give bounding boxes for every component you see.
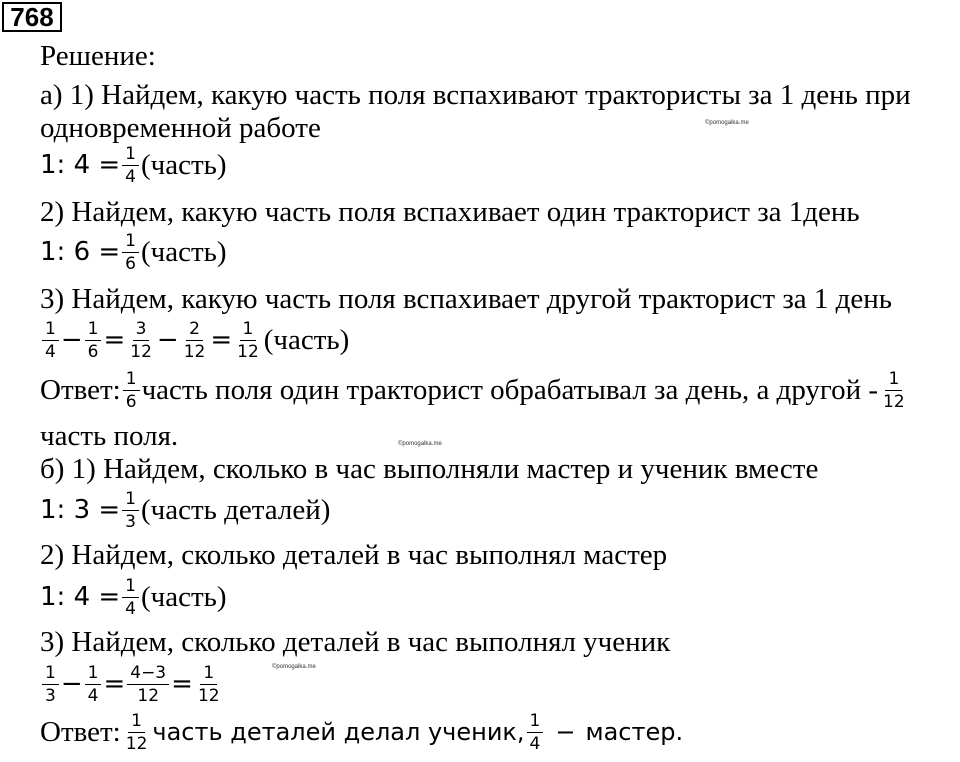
- numerator: 1: [122, 488, 139, 511]
- watermark: ©pomogalka.me: [272, 664, 316, 670]
- fraction: [123, 710, 151, 755]
- numerator: 1: [122, 230, 139, 253]
- equals-sign: =: [103, 669, 126, 699]
- part-a-eq1: [40, 135, 227, 195]
- equals-sign: =: [210, 325, 233, 355]
- fraction: [122, 143, 139, 188]
- answer-prefix: Ответ:: [40, 373, 121, 406]
- denominator: 6: [125, 253, 136, 274]
- eq-lhs: 1: 3 =: [40, 495, 121, 525]
- denominator: 3: [125, 511, 136, 532]
- part-a-eq2: [40, 222, 227, 282]
- numerator: 1: [85, 662, 102, 685]
- fraction: [181, 318, 209, 363]
- numerator: 1: [42, 662, 59, 685]
- fraction: [127, 662, 169, 707]
- denominator: 12: [130, 341, 152, 362]
- denominator: 4: [87, 685, 99, 706]
- solution-label: Решение:: [40, 40, 156, 72]
- eq-unit: (часть): [141, 235, 227, 268]
- numerator: 1: [85, 318, 102, 341]
- part-b-step1: б) 1) Найдем, сколько в час выполняли мастер и ученик вместе: [40, 453, 819, 485]
- numerator: 1: [200, 662, 217, 685]
- denominator: 12: [125, 733, 148, 754]
- fraction: [85, 662, 102, 707]
- denominator: 4: [45, 341, 56, 362]
- fraction: [122, 575, 139, 620]
- denominator: 12: [197, 685, 220, 706]
- fraction: [127, 318, 155, 363]
- numerator: 1: [240, 318, 257, 341]
- eq-unit: (часть): [141, 148, 227, 181]
- numerator: 3: [133, 318, 150, 341]
- fraction: [85, 318, 102, 363]
- numerator: 1: [527, 710, 544, 733]
- part-a-step1-line2: одновременной работе: [40, 112, 321, 144]
- denominator: 6: [87, 341, 99, 362]
- answer-end: мастер.: [585, 718, 684, 746]
- part-b-step3: 3) Найдем, сколько деталей в час выполнял ученик: [40, 626, 671, 658]
- denominator: 4: [529, 733, 541, 754]
- fraction: [234, 318, 262, 363]
- denominator: 3: [45, 685, 56, 706]
- answer-text: часть поля один тракторист обрабатывал за день, а другой -: [141, 373, 879, 406]
- task-number: 768: [2, 2, 62, 32]
- denominator: 12: [883, 391, 905, 412]
- fraction: [195, 662, 223, 707]
- denominator: 12: [183, 341, 206, 362]
- fraction: [123, 368, 140, 413]
- numerator: 1: [885, 368, 902, 391]
- eq-unit: (часть): [141, 580, 227, 613]
- eq-unit: (часть деталей): [141, 493, 331, 526]
- minus-sign: −: [156, 325, 179, 355]
- fraction: [122, 230, 139, 275]
- watermark: ©pomogalka.me: [705, 120, 749, 126]
- answer-prefix: Ответ:: [40, 715, 121, 748]
- watermark: ©pomogalka.me: [398, 441, 442, 447]
- fraction: [42, 318, 59, 363]
- answer-text: часть деталей делал ученик,: [152, 718, 525, 746]
- part-a-step3: 3) Найдем, какую часть поля вспахивает другой тракторист за 1 день: [40, 283, 893, 315]
- part-a-step2: 2) Найдем, какую часть поля вспахивает один тракторист за 1день: [40, 196, 860, 228]
- numerator: 1: [122, 575, 139, 598]
- part-b-eq2: [40, 567, 227, 627]
- part-b-step2: 2) Найдем, сколько деталей в час выполнял мастер: [40, 539, 668, 571]
- fraction: [527, 710, 544, 755]
- part-a-step1-line1: а) 1) Найдем, какую часть поля вспахивают трактористы за 1 день при: [40, 79, 911, 111]
- fraction: [42, 662, 59, 707]
- numerator: 1: [123, 368, 140, 391]
- minus-sign: −: [60, 325, 83, 355]
- denominator: 6: [125, 391, 137, 412]
- minus-sign: −: [60, 669, 83, 699]
- denominator: 12: [137, 685, 160, 706]
- part-a-answer-end: часть поля.: [40, 420, 179, 452]
- part-b-eq1: [40, 480, 330, 540]
- numerator: 1: [122, 143, 139, 166]
- fraction: [880, 368, 908, 413]
- denominator: 4: [125, 166, 136, 187]
- numerator: 1: [128, 710, 145, 733]
- numerator: 2: [186, 318, 203, 341]
- part-b-answer: [40, 702, 683, 762]
- equals-sign: =: [103, 325, 126, 355]
- eq-lhs: 1: 6 =: [40, 237, 121, 267]
- dash-sign: −: [555, 718, 576, 746]
- eq-lhs: 1: 4 =: [40, 150, 121, 180]
- denominator: 4: [125, 598, 136, 619]
- denominator: 12: [237, 341, 259, 362]
- numerator: 1: [42, 318, 59, 341]
- equals-sign: =: [171, 669, 193, 699]
- fraction: [122, 488, 139, 533]
- numerator: 4−3: [127, 662, 169, 685]
- eq-lhs: 1: 4 =: [40, 582, 121, 612]
- part-a-answer: [40, 360, 910, 420]
- eq-unit: (часть): [263, 323, 350, 356]
